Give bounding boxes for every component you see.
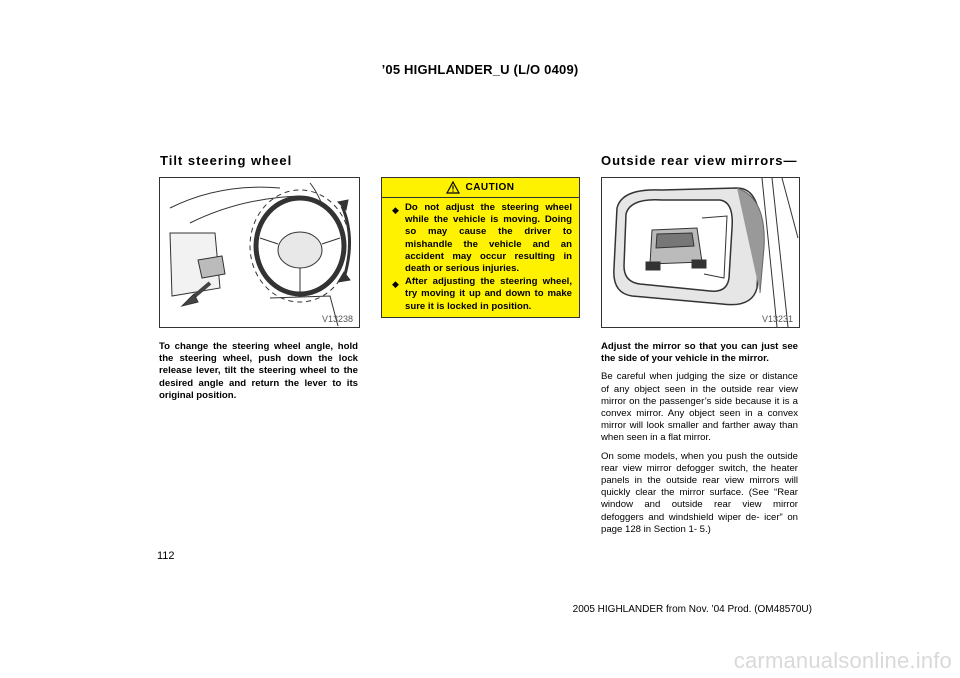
caution-list: [382, 198, 579, 313]
caution-heading-text: CAUTION: [465, 182, 515, 193]
section-title-tilt-steering: Tilt steering wheel: [160, 153, 293, 168]
caution-heading: [382, 178, 579, 198]
document-header-code: ’05 HIGHLANDER_U (L/O 0409): [381, 62, 579, 77]
diamond-bullet-icon: ◆: [392, 205, 399, 215]
figure-label: V13231: [761, 314, 793, 324]
mirror-text-column: [601, 341, 798, 542]
caution-item: ◆ After adjusting the steering wheel, try moving it up and down to make sure it is locked in position.: [392, 276, 572, 312]
diamond-bullet-icon: ◆: [392, 279, 399, 290]
steering-wheel-illustration: [160, 178, 359, 327]
caution-item: ◆ Do not adjust the steering wheel while the vehicle is moving. Doing so may cause the driver to mishandle the vehicle and an accident may occur resulting in death or serious injuries.: [392, 202, 572, 275]
mirror-illustration: [602, 178, 799, 327]
tilt-instructions: To change the steering wheel angle, hold the steering wheel, push down the lock release lever, tilt the steering wheel to the desired angle and return the lever to its original position.: [159, 341, 358, 401]
page-number: 112: [157, 550, 175, 562]
figure-label: V13238: [321, 314, 353, 324]
caution-box: [381, 177, 580, 318]
document-footer: 2005 HIGHLANDER from Nov. ’04 Prod. (OM48570U): [572, 604, 812, 615]
mirror-paragraph-defogger: On some models, when you push the outside rear view mirror defogger switch, the heater panels in the outside rear view mirrors will quickly clear the mirror surface. (See “Rear window and outside rear view mirror defoggers and windshield wiper de- icer” on page 128 in Section 1- 5.): [601, 450, 798, 535]
mirror-intro: Adjust the mirror so that you can just see the side of your vehicle in the mirror.: [601, 341, 798, 365]
warning-triangle-icon: [446, 181, 460, 194]
section-title-outside-mirrors: Outside rear view mirrors—: [601, 153, 798, 168]
watermark: carmanualsonline.info: [733, 648, 952, 673]
mirror-figure: [601, 177, 800, 328]
mirror-paragraph-convex: Be careful when judging the size or distance of any object seen in the outside rear view mirror on the passenger’s side because it is a convex mirror. Any object seen in a convex mirror will look smaller and farther away than when seen in a flat mirror.: [601, 371, 798, 444]
steering-wheel-figure: [159, 177, 360, 328]
